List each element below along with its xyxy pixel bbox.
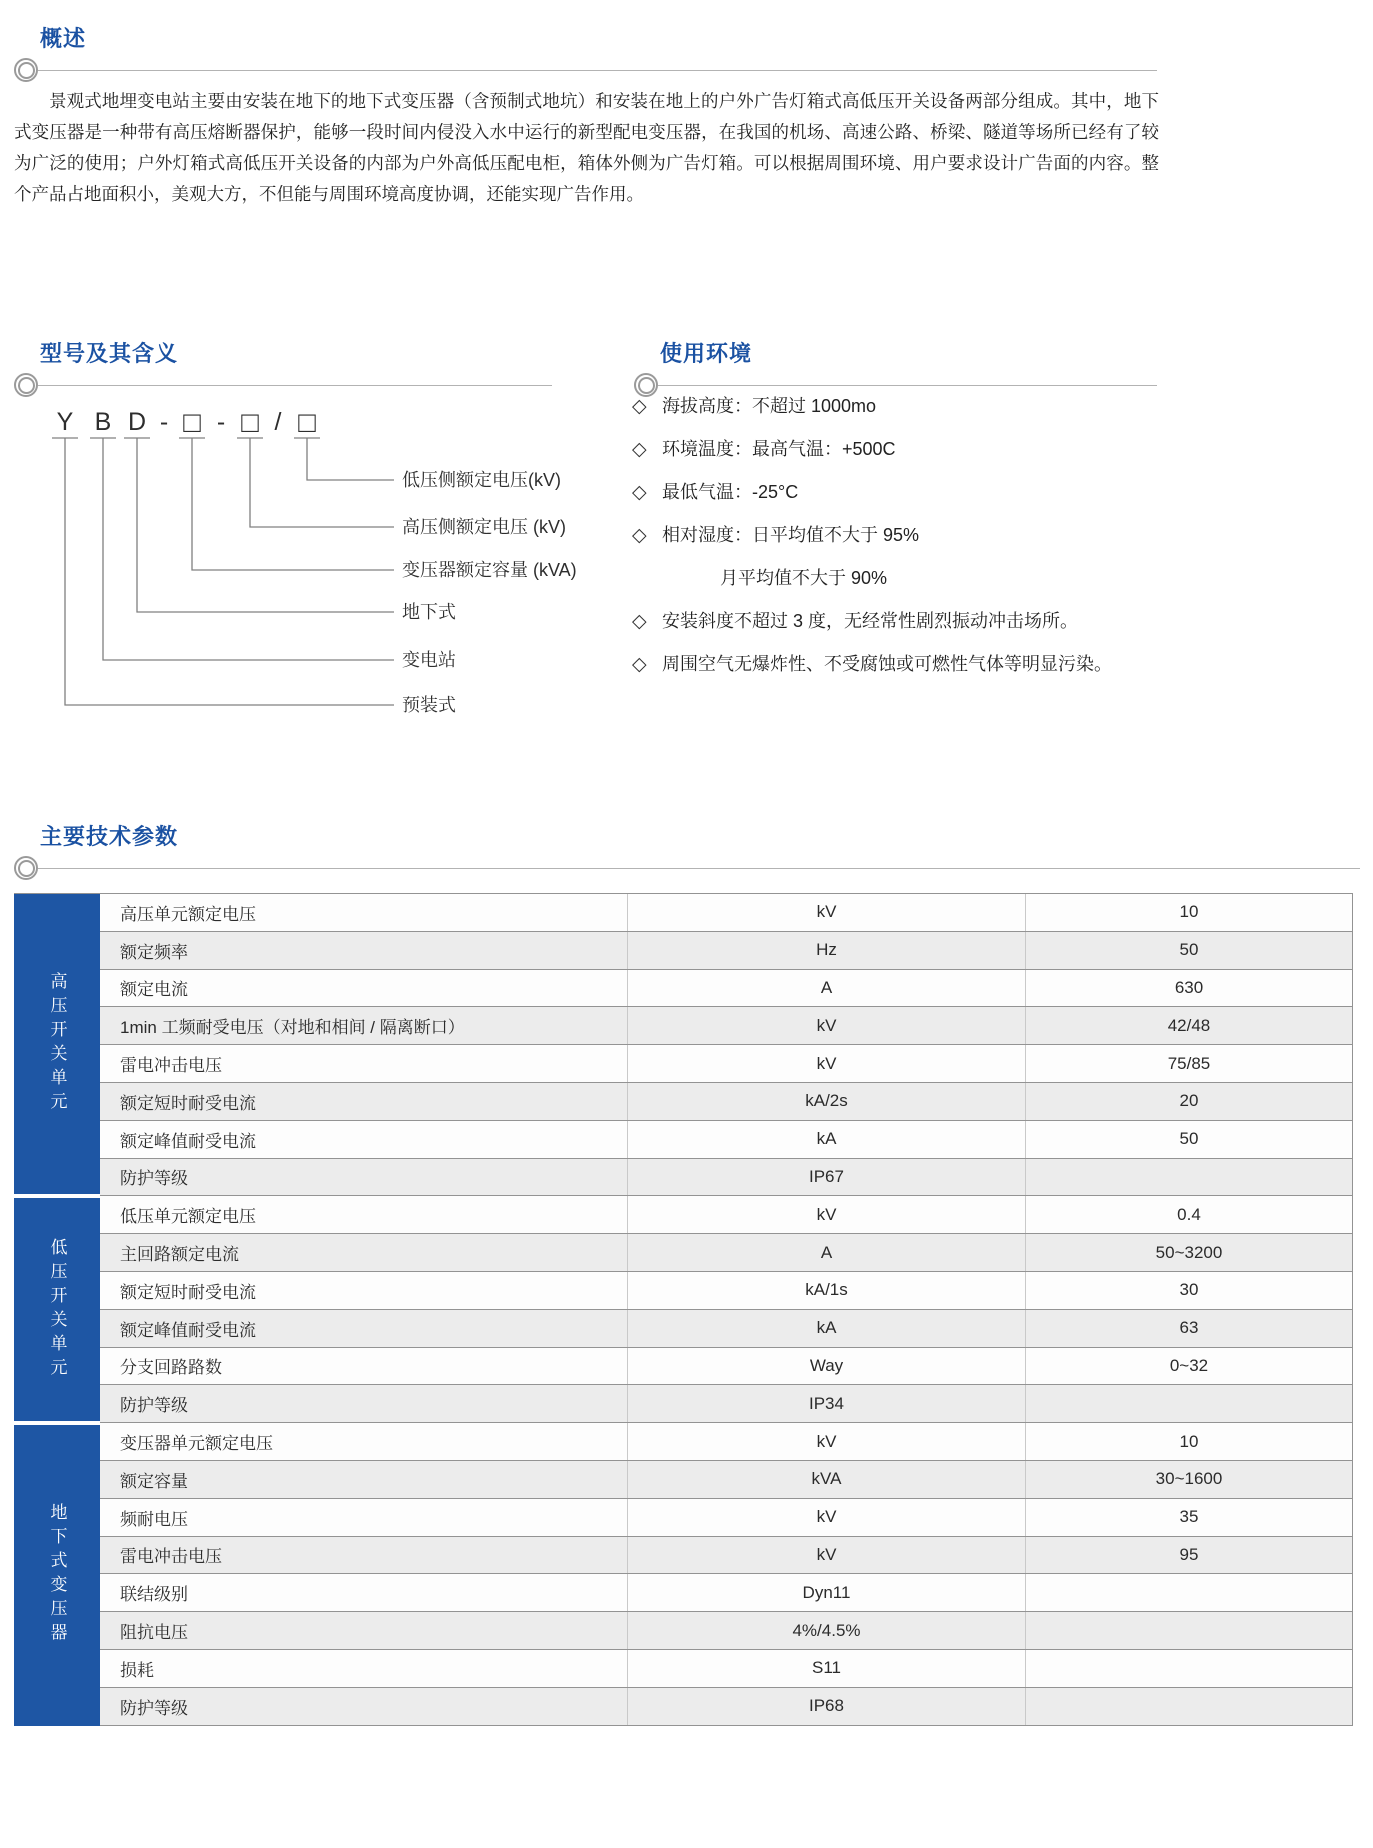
model-rule xyxy=(14,373,552,397)
environment-section xyxy=(634,337,1157,397)
param-value: 0~32 xyxy=(1169,1355,1209,1375)
param-unit: kV xyxy=(628,894,1026,931)
table-row xyxy=(100,1574,1352,1612)
param-unit: A xyxy=(628,1234,1026,1271)
param-name: 频耐电压 xyxy=(100,1499,628,1536)
param-value: 50 xyxy=(1179,940,1199,960)
param-name: 防护等级 xyxy=(100,1688,628,1725)
param-name: 损耗 xyxy=(100,1650,628,1687)
overview-section xyxy=(14,22,1157,82)
table-group-underground-transformer xyxy=(14,1423,1352,1725)
param-value: 42/48 xyxy=(1167,1015,1211,1035)
param-value: 30 xyxy=(1179,1280,1199,1300)
parameters-table xyxy=(14,893,1353,1726)
param-name: 雷电冲击电压 xyxy=(100,1045,628,1082)
param-name: 防护等级 xyxy=(100,1385,628,1422)
param-value: 10 xyxy=(1179,1431,1199,1451)
table-row xyxy=(100,1688,1352,1726)
model-placeholder-box: □ xyxy=(241,407,259,439)
param-name: 额定容量 xyxy=(100,1461,628,1498)
param-unit: IP67 xyxy=(628,1159,1026,1196)
table-row xyxy=(100,1159,1352,1197)
param-value xyxy=(1026,1385,1352,1422)
param-unit: IP68 xyxy=(628,1688,1026,1725)
param-value xyxy=(1026,1159,1352,1196)
environment-item-text: 安装斜度不超过 3 度，无经常性剧烈振动冲击场所。 xyxy=(662,611,1079,631)
param-unit: Hz xyxy=(628,932,1026,969)
diamond-bullet-icon: ◇ xyxy=(632,439,647,460)
param-name: 阻抗电压 xyxy=(100,1612,628,1649)
environment-item xyxy=(632,607,1167,636)
diamond-bullet-icon: ◇ xyxy=(632,482,647,503)
param-name: 变压器单元额定电压 xyxy=(100,1423,628,1460)
environment-item xyxy=(632,521,1167,550)
table-row xyxy=(100,1045,1352,1083)
parameters-title: 主要技术参数 xyxy=(40,824,179,849)
table-row xyxy=(100,1348,1352,1386)
param-value xyxy=(1026,1612,1352,1649)
param-value: 20 xyxy=(1179,1091,1199,1111)
param-unit: Dyn11 xyxy=(628,1574,1026,1611)
table-row xyxy=(100,1310,1352,1348)
model-label: 高压侧额定电压 (kV) xyxy=(402,517,566,537)
param-name: 额定短时耐受电流 xyxy=(100,1272,628,1309)
param-value: 30~1600 xyxy=(1155,1469,1223,1489)
table-row xyxy=(100,1272,1352,1310)
param-value: 95 xyxy=(1179,1544,1199,1564)
table-row xyxy=(100,1007,1352,1045)
param-name: 额定峰值耐受电流 xyxy=(100,1310,628,1347)
param-unit: kA xyxy=(628,1310,1026,1347)
model-label: 地下式 xyxy=(402,602,456,622)
table-row xyxy=(100,932,1352,970)
param-value: 630 xyxy=(1174,977,1204,997)
model-char: / xyxy=(274,408,282,436)
param-name: 雷电冲击电压 xyxy=(100,1537,628,1574)
param-value: 75/85 xyxy=(1167,1053,1211,1073)
param-unit: kV xyxy=(628,1007,1026,1044)
param-name: 额定峰值耐受电流 xyxy=(100,1121,628,1158)
diamond-bullet-icon: ◇ xyxy=(632,611,647,632)
overview-rule xyxy=(14,58,1157,82)
model-placeholder-box: □ xyxy=(183,407,201,439)
param-name: 低压单元额定电压 xyxy=(100,1196,628,1233)
environment-item xyxy=(632,435,1167,464)
param-unit: IP34 xyxy=(628,1385,1026,1422)
environment-list xyxy=(632,392,1167,693)
param-value: 50 xyxy=(1179,1129,1199,1149)
table-row xyxy=(100,1537,1352,1575)
param-unit: kVA xyxy=(628,1461,1026,1498)
param-value: 63 xyxy=(1179,1318,1199,1338)
diamond-bullet-icon: ◇ xyxy=(632,396,647,417)
param-unit: A xyxy=(628,970,1026,1007)
table-row xyxy=(100,1083,1352,1121)
param-unit: kV xyxy=(628,1537,1026,1574)
param-unit: kV xyxy=(628,1423,1026,1460)
connector-lines xyxy=(52,438,394,705)
environment-item xyxy=(632,392,1167,421)
param-unit: kA/1s xyxy=(628,1272,1026,1309)
param-value xyxy=(1026,1574,1352,1611)
environment-item xyxy=(720,564,1167,593)
param-name: 额定频率 xyxy=(100,932,628,969)
model-label: 变压器额定容量 (kVA) xyxy=(402,560,577,580)
model-label: 低压侧额定电压(kV) xyxy=(402,470,561,490)
model-label: 变电站 xyxy=(402,650,456,670)
param-value: 50~3200 xyxy=(1155,1242,1223,1262)
overview-paragraph: 景观式地埋变电站主要由安装在地下的地下式变压器（含预制式地坑）和安装在地上的户外广告灯箱式高低压开关设备两部分组成。其中，地下式变压器是一种带有高压熔断器保护，能够一段时间内侵没入水中运行的新型配电变压器，在我国的机场、高速公路、桥梁、隧道等场所已经有了较为广泛的使用；户外灯箱式高低压开关设备的内部为户外高低压配电柜，箱体外侧为广告灯箱。可以根据周围环境、用户要求设计广告面的内容。整个产品占地面积小，美观大方，不但能与周围环境高度协调，还能实现广告作用。 xyxy=(14,91,1159,204)
environment-title: 使用环境 xyxy=(660,341,753,366)
param-unit: 4%/4.5% xyxy=(628,1612,1026,1649)
environment-item-text: 环境温度：最高气温：+500C xyxy=(662,439,896,459)
section-rule-line xyxy=(658,385,1157,386)
model-char: Y xyxy=(56,408,74,436)
model-designation-diagram xyxy=(36,400,616,722)
group-header: 地下式变压器 xyxy=(14,1425,100,1725)
table-row xyxy=(100,970,1352,1008)
section-rule-line xyxy=(38,70,1157,71)
table-row xyxy=(100,1461,1352,1499)
section-rule-line xyxy=(38,385,552,386)
model-label: 预装式 xyxy=(402,695,456,715)
environment-item-text: 周围空气无爆炸性、不受腐蚀或可燃性气体等明显污染。 xyxy=(662,654,1112,674)
section-ring-icon xyxy=(14,58,38,82)
section-ring-icon xyxy=(14,373,38,397)
param-name: 高压单元额定电压 xyxy=(100,894,628,931)
environment-item-text: 最低气温：-25°C xyxy=(662,482,799,502)
param-unit: Way xyxy=(628,1348,1026,1385)
param-name: 防护等级 xyxy=(100,1159,628,1196)
param-name: 联结级别 xyxy=(100,1574,628,1611)
table-row xyxy=(100,1385,1352,1423)
table-row xyxy=(100,1650,1352,1688)
diamond-bullet-icon: ◇ xyxy=(632,654,647,675)
param-unit: kA xyxy=(628,1121,1026,1158)
param-unit: S11 xyxy=(628,1650,1026,1687)
model-char: D xyxy=(127,408,147,436)
table-row xyxy=(100,1423,1352,1461)
model-char: - xyxy=(216,408,226,436)
model-char: - xyxy=(159,408,169,436)
section-ring-icon xyxy=(14,856,38,880)
table-row xyxy=(100,1121,1352,1159)
param-name: 主回路额定电流 xyxy=(100,1234,628,1271)
diamond-bullet-icon: ◇ xyxy=(632,525,647,546)
table-row xyxy=(100,1612,1352,1650)
table-row xyxy=(100,1196,1352,1234)
param-name: 1min 工频耐受电压（对地和相间 / 隔离断口） xyxy=(100,1007,628,1044)
environment-item-text: 月平均值不大于 90% xyxy=(720,568,888,588)
model-char: B xyxy=(94,408,112,436)
param-value: 35 xyxy=(1179,1507,1199,1527)
group-header: 低压开关单元 xyxy=(14,1198,100,1421)
param-name: 分支回路路数 xyxy=(100,1348,628,1385)
environment-item-text: 海拔高度：不超过 1000mo xyxy=(662,396,877,416)
table-row xyxy=(100,1234,1352,1272)
model-section xyxy=(14,337,552,397)
param-name: 额定短时耐受电流 xyxy=(100,1083,628,1120)
table-group-hv-switch xyxy=(14,894,1352,1196)
param-unit: kA/2s xyxy=(628,1083,1026,1120)
table-row xyxy=(100,894,1352,932)
table-row xyxy=(100,1499,1352,1537)
param-value xyxy=(1026,1650,1352,1687)
parameters-section xyxy=(14,820,1360,880)
param-name: 额定电流 xyxy=(100,970,628,1007)
param-unit: kV xyxy=(628,1045,1026,1082)
section-rule-line xyxy=(38,868,1360,869)
param-unit: kV xyxy=(628,1196,1026,1233)
param-value: 10 xyxy=(1179,902,1199,922)
param-value xyxy=(1026,1688,1352,1725)
environment-item xyxy=(632,650,1167,679)
environment-item-text: 相对湿度：日平均值不大于 95% xyxy=(662,525,920,545)
model-title: 型号及其含义 xyxy=(40,341,179,366)
param-value: 0.4 xyxy=(1177,1204,1201,1224)
group-header: 高压开关单元 xyxy=(14,894,100,1194)
overview-title: 概述 xyxy=(40,26,87,51)
model-placeholder-box: □ xyxy=(298,407,316,439)
environment-item xyxy=(632,478,1167,507)
parameters-rule xyxy=(14,856,1360,880)
param-unit: kV xyxy=(628,1499,1026,1536)
table-group-lv-switch xyxy=(14,1196,1352,1423)
